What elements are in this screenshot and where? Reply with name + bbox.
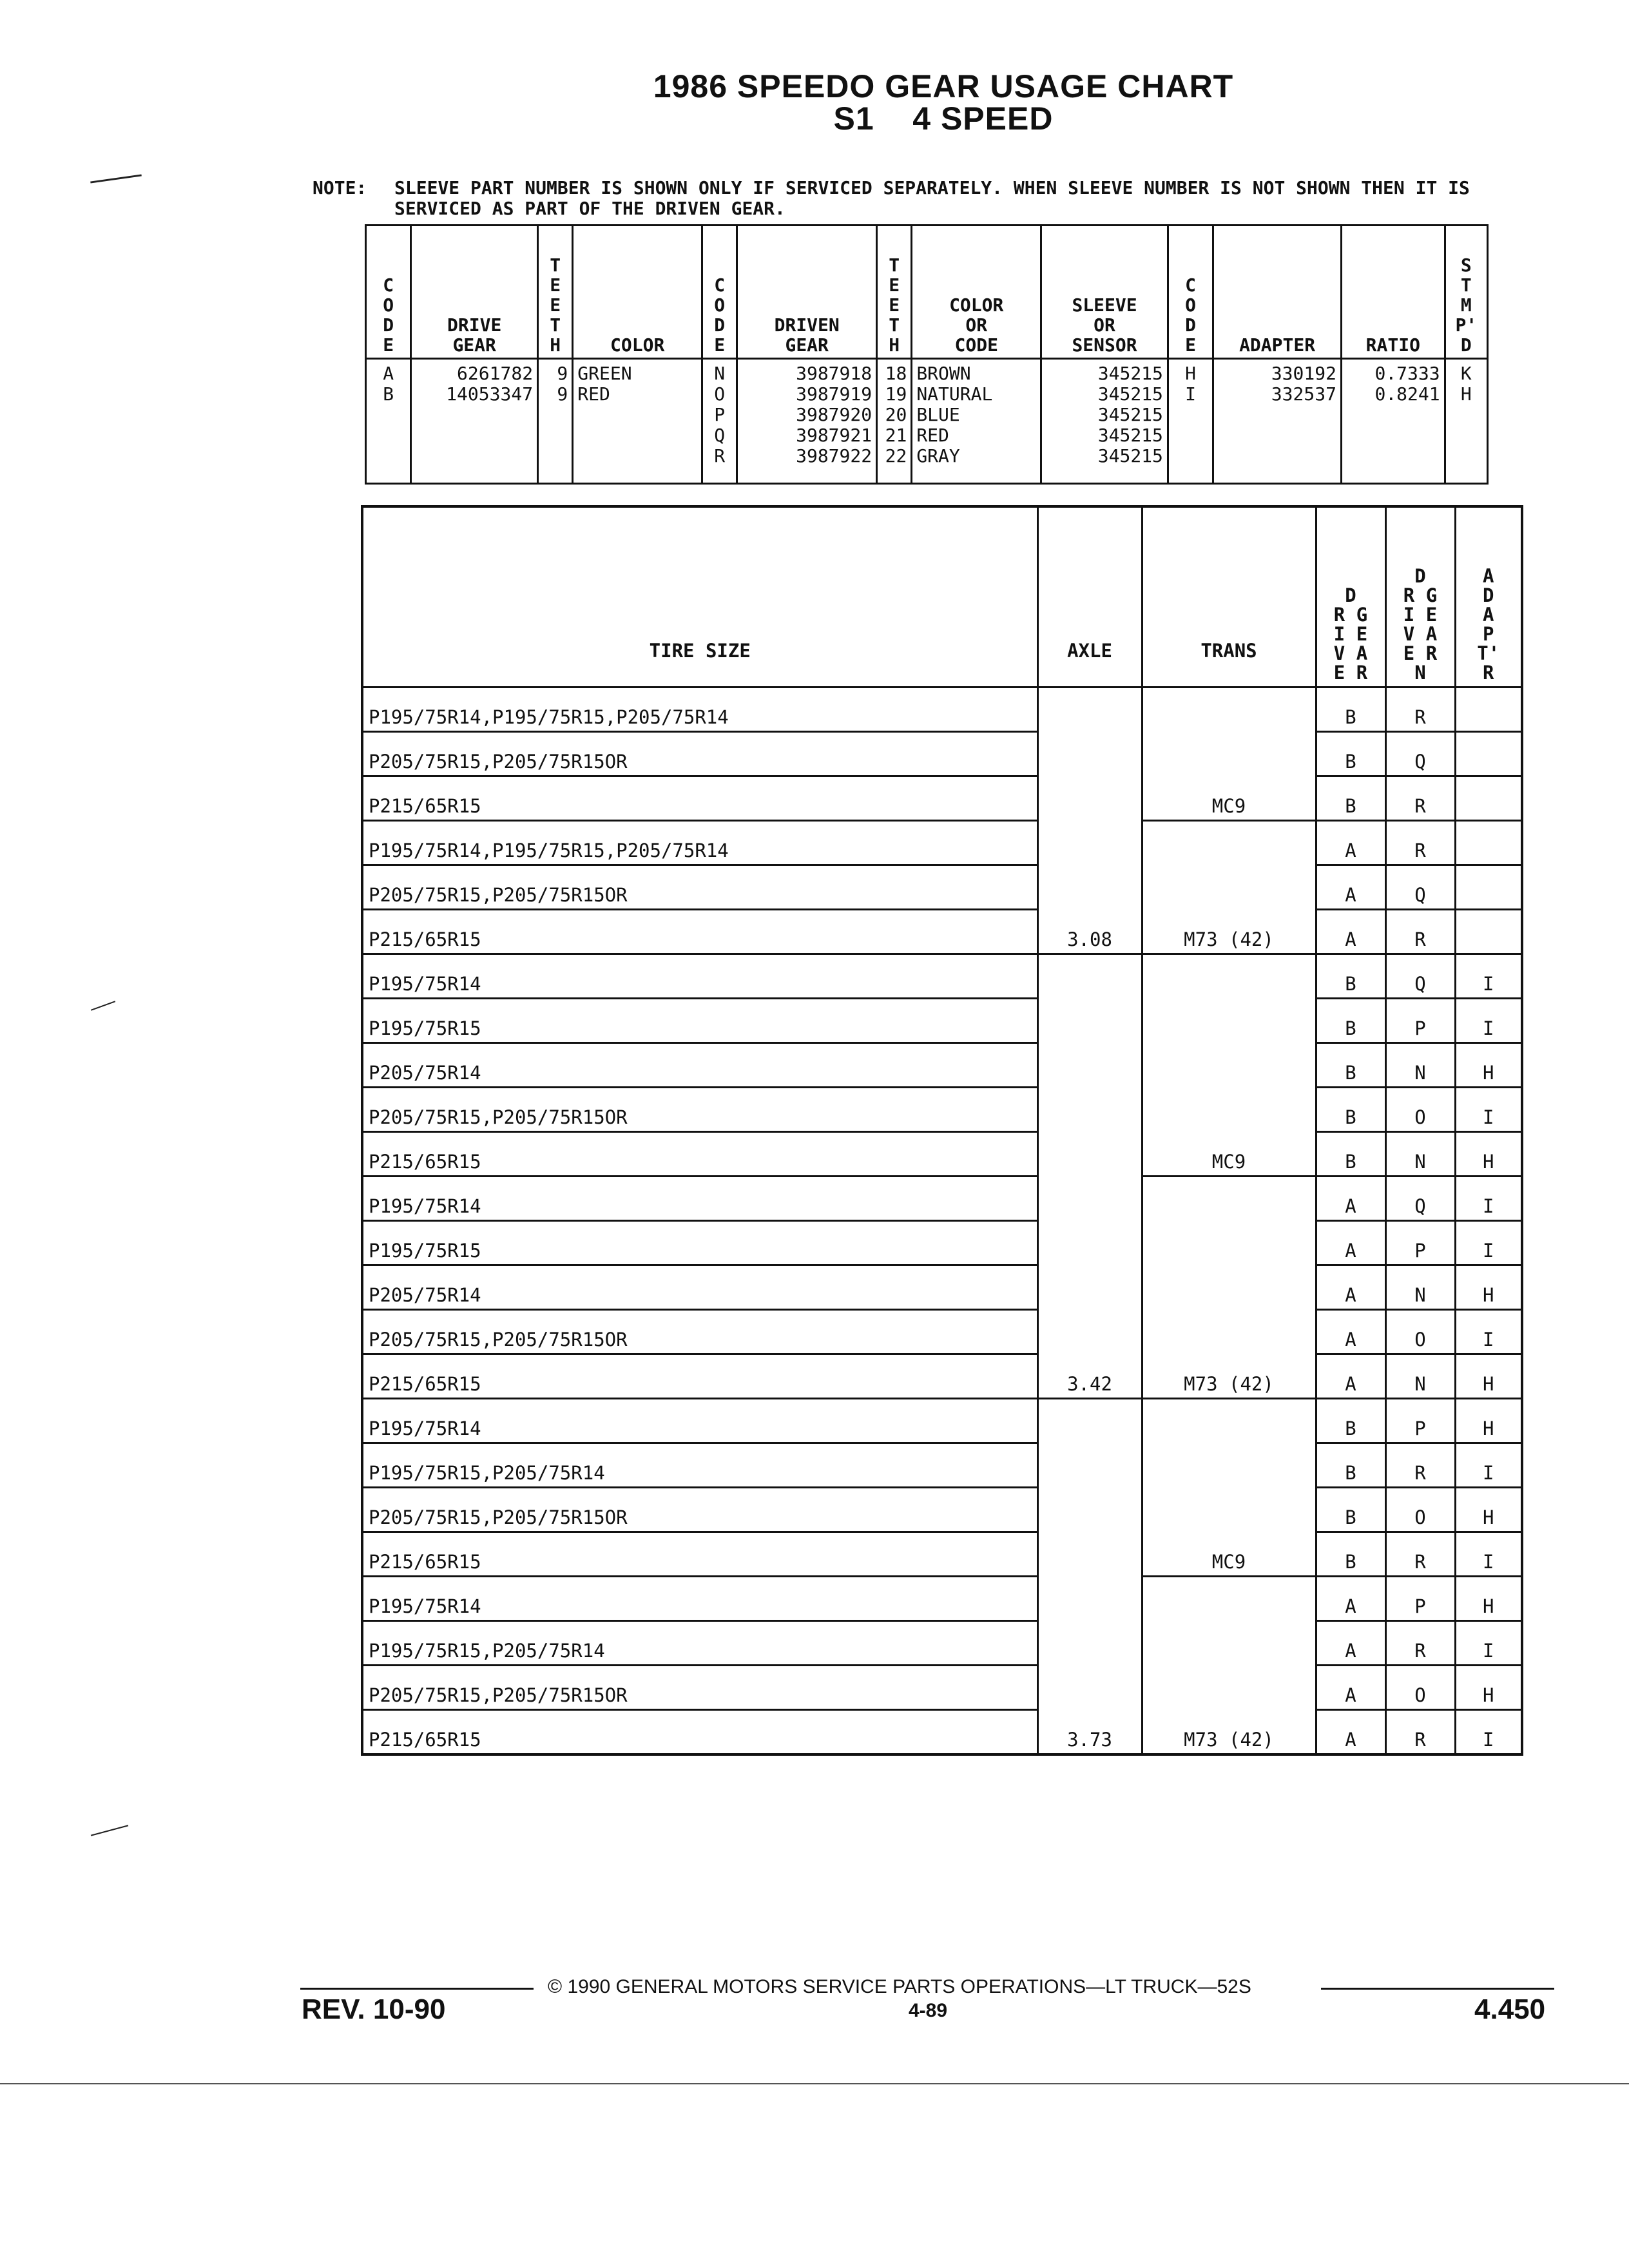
cell-driven-gear-code: N xyxy=(1385,1354,1455,1399)
cell-tire-size: P215/65R15 xyxy=(362,1532,1037,1577)
cell-adapter: 330192 332537 xyxy=(1213,359,1342,484)
cell-tire-size: P195/75R15 xyxy=(362,1221,1037,1265)
cell-tire-size: P215/65R15 xyxy=(362,776,1037,821)
cell-tire-size: P195/75R14 xyxy=(362,1399,1037,1443)
table-row xyxy=(362,1177,1522,1221)
cell-adapter-code: H xyxy=(1455,1132,1522,1177)
cell-adapter-code: H xyxy=(1455,1577,1522,1621)
cell-driven-gear-code: R xyxy=(1385,1443,1455,1488)
cell-driven-gear-code: O xyxy=(1385,1088,1455,1132)
cell-adapter-code: I xyxy=(1455,1088,1522,1132)
cell-driven-gear-code: P xyxy=(1385,999,1455,1043)
cell-tire-size: P215/65R15 xyxy=(362,1132,1037,1177)
cell-drive-gear-code: A xyxy=(1316,865,1385,910)
cell-axle: 3.73 xyxy=(1037,1399,1142,1755)
cell-drive-gear-code: A xyxy=(1316,1265,1385,1310)
cell-drive-gear-code: B xyxy=(1316,999,1385,1043)
cell-drive-gear-code: B xyxy=(1316,1132,1385,1177)
cell-drive-gear-code: B xyxy=(1316,1488,1385,1532)
cell-drive-gear-code: B xyxy=(1316,687,1385,732)
cell-adapter-code xyxy=(1455,910,1522,954)
cell-driven-gear-code: Q xyxy=(1385,732,1455,776)
cell-tire-size: P205/75R15,P205/75R15OR xyxy=(362,1488,1037,1532)
cell-adapter-code: I xyxy=(1455,1310,1522,1354)
cell-driven-gear-code: R xyxy=(1385,821,1455,865)
header-sleeve-or-sensor: SLEEVE OR SENSOR xyxy=(1041,226,1168,359)
footer-rule-right xyxy=(1321,1988,1554,1990)
header-color: COLOR xyxy=(573,226,702,359)
cell-trans: MC9 xyxy=(1142,1399,1316,1577)
table-row xyxy=(362,1666,1522,1710)
cell-drive-gear-code: A xyxy=(1316,1666,1385,1710)
scan-mark xyxy=(91,1001,115,1011)
cell-driven-gear-code: N xyxy=(1385,1043,1455,1088)
table-row xyxy=(362,1132,1522,1177)
scan-edge-line xyxy=(0,2083,1629,2084)
cell-driven-teeth: 18 19 20 21 22 xyxy=(877,359,912,484)
copyright-text: © 1990 GENERAL MOTORS SERVICE PARTS OPERATIONS—LT TRUCK—52S xyxy=(548,1976,1251,1997)
table-row xyxy=(362,821,1522,865)
cell-drive-gear-code: B xyxy=(1316,1532,1385,1577)
cell-drive-color: GREEN RED xyxy=(573,359,702,484)
cell-adapter-code: H I xyxy=(1168,359,1213,484)
header-driven-gear: DRIVEN GEAR xyxy=(737,226,877,359)
header-adapter: ADAPTER xyxy=(1213,226,1342,359)
cell-adapter-code xyxy=(1455,687,1522,732)
header-code-driven: C O D E xyxy=(702,226,737,359)
cell-tire-size: P205/75R15,P205/75R15OR xyxy=(362,865,1037,910)
cell-adapter-code: I xyxy=(1455,1221,1522,1265)
table-row xyxy=(362,1399,1522,1443)
cell-drive-gear-code: B xyxy=(1316,732,1385,776)
note-text-line1: SLEEVE PART NUMBER IS SHOWN ONLY IF SERVICED SEPARATELY. WHEN SLEEVE NUMBER IS NOT SHOWN THEN IT IS xyxy=(394,177,1470,198)
header-code-adapter: C O D E xyxy=(1168,226,1213,359)
cell-drive-gear-code: A xyxy=(1316,1354,1385,1399)
cell-drive-gear-code: A xyxy=(1316,1177,1385,1221)
cell-tire-size: P205/75R14 xyxy=(362,1265,1037,1310)
table-row xyxy=(362,1577,1522,1621)
scan-mark xyxy=(90,174,142,183)
note-text-line2: SERVICED AS PART OF THE DRIVEN GEAR. xyxy=(394,198,786,219)
cell-axle: 3.42 xyxy=(1037,954,1142,1399)
cell-driven-gear-code: R xyxy=(1385,776,1455,821)
cell-drive-gear-code: B xyxy=(1316,954,1385,999)
header-stmpd: S T M P' D xyxy=(1445,226,1487,359)
cell-tire-size: P205/75R15,P205/75R15OR xyxy=(362,1310,1037,1354)
table-row xyxy=(362,1265,1522,1310)
table-row xyxy=(362,999,1522,1043)
header-code: C O D E xyxy=(366,226,411,359)
table-row xyxy=(362,1043,1522,1088)
cell-tire-size: P195/75R15,P205/75R14 xyxy=(362,1443,1037,1488)
cell-driven-gear-code: P xyxy=(1385,1221,1455,1265)
cell-adapter-code: I xyxy=(1455,1177,1522,1221)
header-driven-gear-code: D R G I E V A E R N xyxy=(1385,506,1455,687)
cell-tire-size: P215/65R15 xyxy=(362,1354,1037,1399)
cell-adapter-code: I xyxy=(1455,1443,1522,1488)
cell-drive-gear-code: A xyxy=(1316,910,1385,954)
cell-drive-gear-code: B xyxy=(1316,1088,1385,1132)
header-trans: TRANS xyxy=(1142,506,1316,687)
cell-ratio: 0.7333 0.8241 xyxy=(1341,359,1445,484)
gear-spec-table xyxy=(365,224,1489,485)
cell-tire-size: P205/75R15,P205/75R15OR xyxy=(362,1666,1037,1710)
cell-drive-gear-code: B xyxy=(1316,1043,1385,1088)
table-row xyxy=(362,865,1522,910)
cell-adapter-code: I xyxy=(1455,999,1522,1043)
cell-drive-gear: 6261782 14053347 xyxy=(411,359,538,484)
section-number: 4.450 xyxy=(1474,1994,1546,2025)
table-row xyxy=(362,1488,1522,1532)
header-color-or-code: COLOR OR CODE xyxy=(912,226,1041,359)
header-teeth: T E E T H xyxy=(538,226,573,359)
table-row xyxy=(362,776,1522,821)
cell-tire-size: P195/75R14 xyxy=(362,1177,1037,1221)
cell-adapter-code: I xyxy=(1455,1621,1522,1666)
table-row xyxy=(362,1354,1522,1399)
cell-tire-size: P195/75R15 xyxy=(362,999,1037,1043)
cell-driven-gear-code: R xyxy=(1385,687,1455,732)
cell-driven-gear-code: N xyxy=(1385,1132,1455,1177)
table-row xyxy=(362,1310,1522,1354)
cell-drive-gear-code: A xyxy=(1316,1621,1385,1666)
cell-driven-gear-code: Q xyxy=(1385,1177,1455,1221)
cell-adapter-code: H xyxy=(1455,1043,1522,1088)
cell-trans: M73 (42) xyxy=(1142,1577,1316,1755)
cell-driven-gear-code: R xyxy=(1385,1710,1455,1755)
header-drive-gear: DRIVE GEAR xyxy=(411,226,538,359)
cell-tire-size: P215/65R15 xyxy=(362,1710,1037,1755)
cell-axle: 3.08 xyxy=(1037,687,1142,954)
table-row xyxy=(362,954,1522,999)
cell-adapter-code: H xyxy=(1455,1354,1522,1399)
cell-adapter-code: H xyxy=(1455,1666,1522,1710)
cell-tire-size: P205/75R15,P205/75R15OR xyxy=(362,1088,1037,1132)
header-axle: AXLE xyxy=(1037,506,1142,687)
header-ratio: RATIO xyxy=(1341,226,1445,359)
cell-trans: MC9 xyxy=(1142,687,1316,821)
cell-adapter-code xyxy=(1455,776,1522,821)
cell-tire-size: P195/75R14 xyxy=(362,954,1037,999)
cell-trans: M73 (42) xyxy=(1142,821,1316,954)
cell-adapter-code: I xyxy=(1455,1710,1522,1755)
cell-drive-gear-code: A xyxy=(1316,1221,1385,1265)
cell-drive-gear-code: B xyxy=(1316,776,1385,821)
scan-mark xyxy=(91,1825,128,1836)
cell-adapter-code xyxy=(1455,732,1522,776)
cell-drive-gear-code: A xyxy=(1316,1710,1385,1755)
cell-driven-gear-code: N xyxy=(1385,1265,1455,1310)
cell-adapter-code: H xyxy=(1455,1265,1522,1310)
header-drive-gear-code: D R G I E V A E R xyxy=(1316,506,1385,687)
cell-tire-size: P195/75R14,P195/75R15,P205/75R14 xyxy=(362,687,1037,732)
cell-drive-gear-code: A xyxy=(1316,1310,1385,1354)
table-row xyxy=(362,1710,1522,1755)
cell-tire-size: P205/75R15,P205/75R15OR xyxy=(362,732,1037,776)
cell-driven-gear-code: P xyxy=(1385,1399,1455,1443)
cell-drive-gear-code: A xyxy=(1316,821,1385,865)
table-row xyxy=(362,1088,1522,1132)
header-adapter-code: A D A P T' R xyxy=(1455,506,1522,687)
cell-driven-gear-code: Q xyxy=(1385,954,1455,999)
cell-adapter-code: I xyxy=(1455,954,1522,999)
cell-adapter-code: I xyxy=(1455,1532,1522,1577)
cell-driven-gear-code: R xyxy=(1385,1532,1455,1577)
table-row xyxy=(362,1621,1522,1666)
cell-adapter-code xyxy=(1455,821,1522,865)
usage-table-body xyxy=(362,687,1522,1755)
cell-adapter-code: H xyxy=(1455,1399,1522,1443)
cell-sleeve: 345215 345215 345215 345215 345215 xyxy=(1041,359,1168,484)
cell-drive-gear-code: B xyxy=(1316,1399,1385,1443)
table-row xyxy=(362,1532,1522,1577)
note-label: NOTE: xyxy=(313,177,367,198)
cell-tire-size: P195/75R15,P205/75R14 xyxy=(362,1621,1037,1666)
table-row xyxy=(362,910,1522,954)
cell-tire-size: P205/75R14 xyxy=(362,1043,1037,1088)
table-row xyxy=(362,732,1522,776)
cell-tire-size: P195/75R14 xyxy=(362,1577,1037,1621)
page-subtitle: S1 4 SPEED xyxy=(833,101,1054,137)
cell-driven-gear-code: O xyxy=(1385,1310,1455,1354)
header-teeth-driven: T E E T H xyxy=(877,226,912,359)
cell-drive-gear-code: B xyxy=(1316,1443,1385,1488)
cell-driven-gear-code: O xyxy=(1385,1488,1455,1532)
cell-driven-gear-code: O xyxy=(1385,1666,1455,1710)
cell-driven-color: BROWN NATURAL BLUE RED GRAY xyxy=(912,359,1041,484)
table-row xyxy=(362,687,1522,732)
cell-adapter-code xyxy=(1455,865,1522,910)
cell-trans: MC9 xyxy=(1142,954,1316,1177)
header-tire-size: TIRE SIZE xyxy=(362,506,1037,687)
revision-label: REV. 10-90 xyxy=(302,1994,446,2025)
page-number: 4-89 xyxy=(909,2000,948,2021)
cell-tire-size: P215/65R15 xyxy=(362,910,1037,954)
cell-driven-gear-code: R xyxy=(1385,910,1455,954)
table-row xyxy=(362,1221,1522,1265)
cell-trans: M73 (42) xyxy=(1142,1177,1316,1399)
cell-tire-size: P195/75R14,P195/75R15,P205/75R14 xyxy=(362,821,1037,865)
table-row xyxy=(362,1443,1522,1488)
cell-drive-code: A B xyxy=(366,359,411,484)
cell-driven-gear-code: P xyxy=(1385,1577,1455,1621)
cell-drive-gear-code: A xyxy=(1316,1577,1385,1621)
cell-stmpd: K H xyxy=(1445,359,1487,484)
cell-driven-code: N O P Q R xyxy=(702,359,737,484)
cell-drive-teeth: 9 9 xyxy=(538,359,573,484)
footer-rule-left xyxy=(300,1988,534,1990)
cell-driven-gear-code: Q xyxy=(1385,865,1455,910)
cell-driven-gear: 3987918 3987919 3987920 3987921 3987922 xyxy=(737,359,877,484)
tire-usage-table xyxy=(361,505,1523,1756)
cell-driven-gear-code: R xyxy=(1385,1621,1455,1666)
page-title: 1986 SPEEDO GEAR USAGE CHART xyxy=(653,68,1234,104)
cell-adapter-code: H xyxy=(1455,1488,1522,1532)
